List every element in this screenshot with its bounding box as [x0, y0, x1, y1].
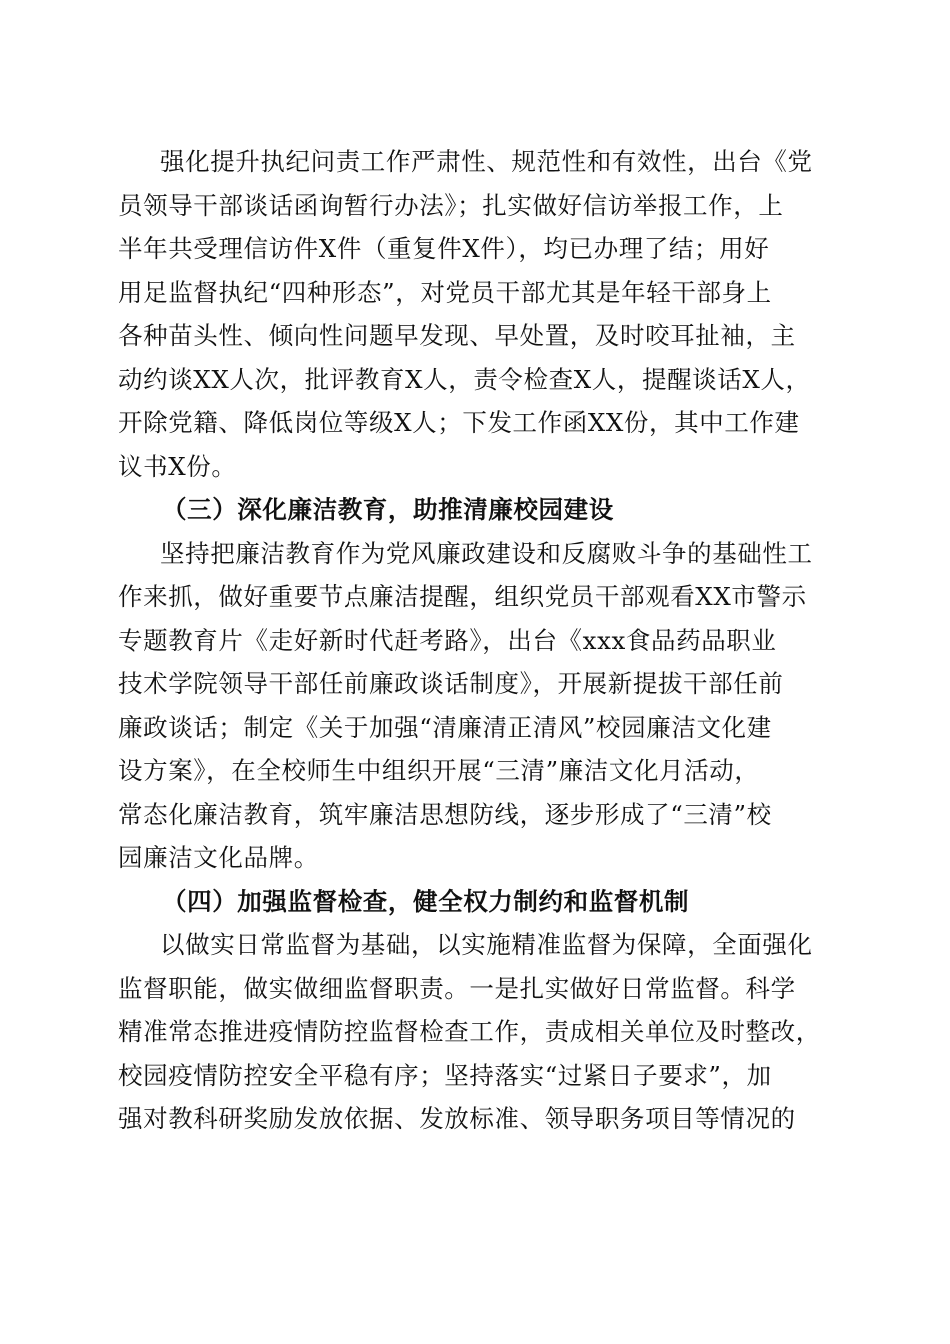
section-heading-3: （三）深化廉洁教育，助推清廉校园建设 — [162, 495, 614, 524]
text-line: 作来抓，做好重要节点廉洁提醒，组织党员干部观看XX市警示 — [118, 582, 807, 611]
text-line: 用足监督执纪“四种形态”，对党员干部尤其是年轻干部身上 — [118, 277, 772, 307]
text-line: 专题教育片《走好新时代赶考路》，出台《xxx食品药品职业 — [118, 625, 777, 655]
text-line: 各种苗头性、倾向性问题早发现、早处置，及时咬耳扯袖，主 — [118, 321, 796, 350]
text-line: 设方案》，在全校师生中组织开展“三清”廉洁文化月活动， — [118, 756, 760, 785]
text-line: 动约谈XX人次，批评教育X人，责令检查X人，提醒谈话X人， — [118, 364, 811, 394]
text-line: 强对教科研奖励发放依据、发放标准、领导职务项目等情况的 — [118, 1104, 796, 1133]
text-line: 园廉洁文化品牌。 — [118, 843, 319, 872]
text-line: 技术学院领导干部任前廉政谈话制度》，开展新提拔干部任前 — [118, 669, 784, 698]
text-line: 监督职能，做实做细监督职责。一是扎实做好日常监督。科学 — [118, 973, 796, 1003]
text-line: 常态化廉洁教育，筑牢廉洁思想防线，逐步形成了“三清”校 — [118, 799, 772, 829]
section-heading-4: （四）加强监督检查，健全权力制约和监督机制 — [162, 886, 690, 916]
text-line: 强化提升执纪问责工作严肃性、规范性和有效性，出台《党 — [160, 147, 813, 176]
text-line: 议书X份。 — [118, 451, 237, 481]
text-line: 以做实日常监督为基础，以实施精准监督为保障，全面强化 — [160, 930, 813, 959]
text-line: 半年共受理信访件X件（重复件X件），均已办理了结；用好 — [118, 234, 770, 263]
document-body — [118, 140, 828, 1141]
paragraph-supervision — [118, 923, 828, 1141]
text-line: 开除党籍、降低岗位等级X人；下发工作函XX份，其中工作建 — [118, 408, 800, 437]
text-line: 廉政谈话；制定《关于加强“清廉清正清风”校园廉洁文化建 — [118, 712, 772, 742]
text-line: 校园疫情防控安全平稳有序；坚持落实“过紧日子要求”，加 — [118, 1060, 772, 1090]
text-line: 坚持把廉洁教育作为党风廉政建设和反腐败斗争的基础性工 — [160, 538, 813, 568]
paragraph-discipline — [118, 140, 828, 488]
text-line: 员领导干部谈话函询暂行办法》；扎实做好信访举报工作，上 — [118, 190, 784, 220]
text-line: 精准常态推进疫情防控监督检查工作，责成相关单位及时整改， — [118, 1017, 821, 1046]
paragraph-integrity-education — [118, 532, 828, 880]
